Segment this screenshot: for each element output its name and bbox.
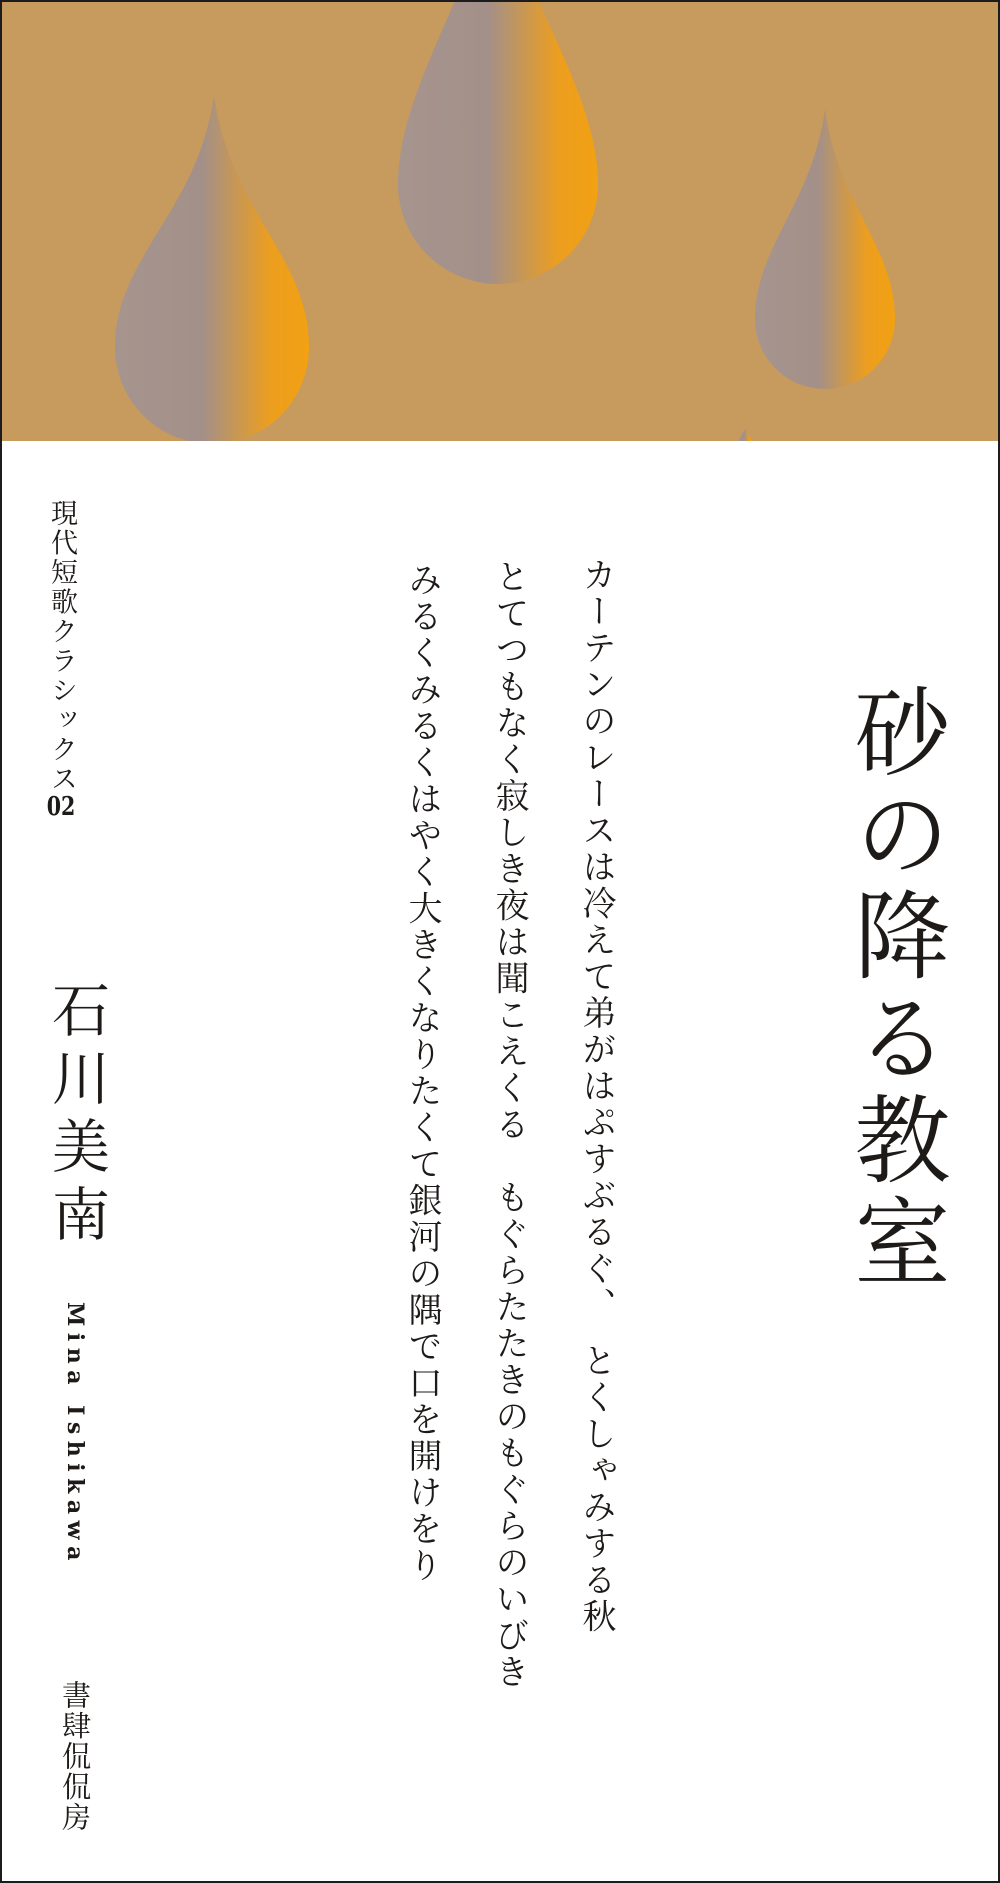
publisher-name: 書肆侃侃房 xyxy=(58,1680,92,1833)
tanka-poem-1: カーテンのレースは冷えて弟がはぷすぶるぐ、 とくしゃみする秋 xyxy=(576,557,616,1635)
tanka-poem-3: みるくみるくはやく大きくなりたくて銀河の隅で口を開けをり xyxy=(402,562,442,1584)
tanka-poem-2: とてつもなく寂しき夜は聞こえくる もぐらたたきのもぐらのいびき xyxy=(489,559,529,1691)
author-name: 石川美南 xyxy=(42,980,110,1252)
cover-banner xyxy=(2,2,998,441)
series-title xyxy=(48,499,75,820)
book-title: 砂の降る教室 xyxy=(839,682,951,1294)
series-number: 02 xyxy=(46,794,76,820)
author-name-romanized: Mina Ishikawa xyxy=(62,1302,88,1567)
series-label: 現代短歌クラシックス xyxy=(46,499,77,794)
raindrops-artwork xyxy=(2,2,998,441)
